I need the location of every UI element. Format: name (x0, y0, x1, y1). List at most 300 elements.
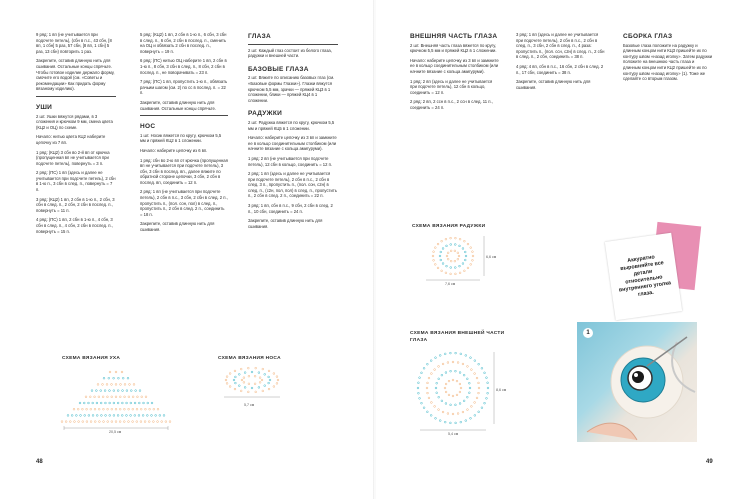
ear-dimension: 20,5 см (109, 430, 122, 434)
nose-row-2: 2 ряд: 1 вп (не учитывается при подсчете петель), 2 сбн в п.с., 3 сбн, 2 сбн в след. 2 п., пропустить п., (пол. сон, пол) в след. п., пропустить п., 2 сбн в след. 2 п., соединить = 18 п. (140, 189, 228, 217)
stitch-mark (262, 390, 264, 392)
stitch-mark (259, 381, 261, 383)
stitch-mark (78, 421, 80, 423)
stitch-mark (462, 363, 464, 365)
stitch-mark (432, 255, 434, 257)
section-heading-nose: НОС (140, 123, 156, 131)
assembly-text: Базовые глаза положите на радужку и длинным концом нити КЦ3 пришейте их по контуру швом «назад иголку». Затем радужки положите на внешнюю часть глаза и длинным концом нити КЦ2 пришейте их по контуру швом «назад иголку» (1). Тоже же сделайте со вторым глазом. (623, 42, 713, 82)
stitch-mark (468, 392, 470, 394)
stitch-mark (421, 372, 423, 374)
ears-row-3: 3 ряд: (КЦ2) 1 вп, 2 сбн в 1-ю п., 2 сбн, 3 сбн в след. п., 2 сбн, 2 сбн в послед. п., повернуть = 11 п. (36, 196, 115, 213)
iris-diagram-title: СХЕМА ВЯЗАНИЯ РАДУЖКИ (412, 224, 486, 229)
stitch-mark (89, 396, 91, 398)
stitch-mark (80, 415, 82, 417)
ears-row-4: 4 ряд: (ПС) 1 вп, 2 сбн в 1-ю п., 4 сбн, 3 сбн в след. п., 4 сбн, 2 сбн в послед. п., повернуть = 15 п. (36, 217, 113, 234)
stitch-mark (452, 361, 454, 363)
stitch-mark (244, 372, 246, 374)
stitch-mark (149, 408, 151, 410)
outer-eye-start: Начало: наберите цепочку из 3 вп и замкните ее в кольцо соединительным столбиком (или начните вязание с кольца амигуруми). (410, 57, 499, 74)
stitch-mark (442, 248, 444, 250)
stitch-mark (450, 260, 452, 262)
stitch-mark (457, 362, 459, 364)
stitch-mark (467, 267, 469, 269)
stitch-mark (161, 421, 163, 423)
stitch-mark (98, 408, 100, 410)
stitch-mark (163, 415, 165, 417)
stitch-mark (463, 400, 465, 402)
stitch-mark (460, 353, 462, 355)
column-6 (623, 32, 713, 86)
stitch-mark (447, 252, 449, 254)
stitch-mark (88, 415, 90, 417)
stitch-mark (450, 250, 452, 252)
stitch-mark (85, 396, 87, 398)
stitch-mark (113, 402, 115, 404)
stitch-mark (165, 421, 167, 423)
stitch-mark (84, 415, 86, 417)
stitch-mark (457, 252, 459, 254)
stitch-mark (121, 415, 123, 417)
stitch-mark (106, 384, 108, 386)
stitch-mark (435, 357, 437, 359)
stitch-mark (98, 421, 100, 423)
stitch-mark (467, 409, 469, 411)
stitch-mark (71, 415, 73, 417)
iris-start: Начало: наберите цепочку из 3 вп и замкните ее в кольцо соединительным столбиком (или начните вязание с кольца амигуруми). (248, 135, 337, 152)
stitch-mark (454, 267, 456, 269)
stitch-mark (439, 420, 441, 422)
stitch-mark (436, 382, 438, 384)
stitch-mark (463, 270, 465, 272)
stitch-mark (92, 402, 94, 404)
stitch-mark (91, 390, 93, 392)
nose-diagram (218, 364, 286, 402)
stitch-mark (103, 408, 105, 410)
stitch-mark (75, 415, 77, 417)
stitch-mark (474, 373, 476, 375)
stitch-mark (455, 237, 457, 239)
stitch-mark (450, 267, 452, 269)
stitch-mark (484, 372, 486, 374)
stitch-mark (487, 387, 489, 389)
stitch-mark (88, 402, 90, 404)
stitch-mark (460, 387, 462, 389)
stitch-mark (474, 360, 476, 362)
stitch-mark (261, 379, 263, 381)
column-5 (516, 32, 606, 94)
section-heading-base-eyes: БАЗОВЫЕ ГЛАЗА (248, 65, 309, 73)
stitch-mark (111, 384, 113, 386)
stitch-mark (130, 390, 132, 392)
outer-eye-row-3: 3 ряд: 1 вп (здесь и далее не учитывается при подсчете петель), 2 сбн в п.с., 2 сбн в след. п., 3 сбн, 2 сбн в след. п., 4 раза: пропустить п., (пол. ссн, с2н) в след. п., 2 сбн в след. п., 2 сбн, соединить = 38 п. (516, 32, 605, 60)
stitch-mark (433, 251, 435, 253)
stitch-mark (470, 369, 472, 371)
stitch-mark (476, 397, 478, 399)
stitch-mark (107, 396, 109, 398)
stitch-mark (430, 373, 432, 375)
stitch-mark (469, 387, 471, 389)
stitch-mark (100, 415, 102, 417)
stitch-mark (98, 396, 100, 398)
stitch-mark (107, 408, 109, 410)
stitch-mark (426, 387, 428, 389)
outer-eye-dimension-width: 5,4 см (448, 432, 459, 436)
iris-row-1: 1 ряд: 2 вп (не учитывается при подсчете петель), 12 сбн в кольцо, соединить = 12 п. (248, 155, 333, 167)
stitch-mark (95, 390, 97, 392)
section-rule (36, 96, 116, 97)
stitch-mark (79, 402, 81, 404)
nose-diagram-title: СХЕМА ВЯЗАНИЯ НОСА (218, 356, 281, 361)
stitch-mark (234, 382, 236, 384)
stitch-mark (470, 263, 472, 265)
stitch-mark (103, 377, 105, 379)
stitch-mark (421, 402, 423, 404)
stitch-mark (113, 377, 115, 379)
stitch-mark (133, 384, 135, 386)
stitch-mark (478, 382, 480, 384)
stitch-mark (459, 265, 461, 267)
stitch-mark (434, 405, 436, 407)
stitch-mark (140, 421, 142, 423)
stitch-mark (147, 402, 149, 404)
stitch-mark (427, 382, 429, 384)
stitch-mark (456, 394, 458, 396)
stitch-mark (113, 415, 115, 417)
stitch-mark (445, 272, 447, 274)
stitch-mark (102, 384, 104, 386)
ear-diagram (52, 364, 180, 436)
page-number-left: 48 (36, 459, 43, 465)
stitch-mark (132, 396, 134, 398)
stitch-mark (103, 421, 105, 423)
stitch-mark (441, 240, 443, 242)
stitch-mark (151, 402, 153, 404)
stitch-mark (426, 363, 428, 365)
stitch-mark (458, 255, 460, 257)
stitch-mark (444, 353, 446, 355)
stitch-mark (437, 267, 439, 269)
stitch-mark (115, 396, 117, 398)
stitch-mark (455, 422, 457, 424)
stitch-mark (446, 265, 448, 267)
stitch-mark (121, 371, 123, 373)
stitch-mark (109, 390, 111, 392)
stitch-mark (452, 413, 454, 415)
stitch-mark (419, 377, 421, 379)
stitch-mark (478, 411, 480, 413)
stitch-mark (459, 245, 461, 247)
stitch-mark (243, 377, 245, 379)
stitch-mark (459, 238, 461, 240)
stitch-mark (238, 385, 240, 387)
stitch-mark (226, 376, 228, 378)
stitch-mark (445, 403, 447, 405)
stitch-mark (476, 377, 478, 379)
stitch-mark (269, 379, 271, 381)
stitch-mark (417, 392, 419, 394)
tip-callout: Аккуратно выровняйте все детали относительно внутреннего уголка глаза. (605, 233, 682, 321)
stitch-mark (127, 377, 129, 379)
stitch-mark (94, 421, 96, 423)
stitch-mark (474, 414, 476, 416)
stitch-mark (464, 251, 466, 253)
stitch-mark (264, 373, 266, 375)
stitch-mark (465, 255, 467, 257)
stitch-mark (434, 263, 436, 265)
eye-illustration (577, 322, 697, 442)
stitch-mark (442, 363, 444, 365)
stitch-mark (229, 373, 231, 375)
stitch-mark (417, 387, 419, 389)
nose-intro: 1 шт. Носик вяжется по кругу, крючком 5,5 мм и пряжей КЦ2 в 1 сложении. (140, 132, 222, 144)
stitch-mark (248, 383, 250, 385)
stitch-mark (234, 376, 236, 378)
stitch-mark (430, 402, 432, 404)
stitch-mark (119, 396, 121, 398)
stitch-mark (268, 370, 270, 372)
stitch-mark (434, 369, 436, 371)
outer-eye-dimension-height: 8,6 см (496, 388, 507, 392)
stitch-mark (450, 273, 452, 275)
stitch-mark (428, 397, 430, 399)
stitch-mark (268, 376, 270, 378)
stitch-mark (419, 397, 421, 399)
stitch-mark (229, 386, 231, 388)
outer-eye-diagram (410, 348, 500, 434)
section-rule (140, 115, 228, 116)
stitch-mark (137, 396, 139, 398)
page-number-right: 49 (706, 459, 713, 465)
stitch-mark (450, 237, 452, 239)
stitch-mark (233, 379, 235, 381)
iris-intro: 2 шт. Радужка вяжется по кругу, крючком 5,5 мм и пряжей КЦ5 в 1 сложении. (248, 119, 335, 131)
stitch-mark (455, 273, 457, 275)
stitch-mark (138, 415, 140, 417)
stitch-mark (254, 383, 256, 385)
stitch-mark (109, 402, 111, 404)
stitch-mark (123, 421, 125, 423)
stitch-mark (478, 392, 480, 394)
stitch-mark (465, 355, 467, 357)
stitch-mark (466, 396, 468, 398)
stitch-mark (439, 355, 441, 357)
stitch-mark (462, 263, 464, 265)
stitch-mark (436, 392, 438, 394)
stitch-mark (455, 370, 457, 372)
eyes-intro: 2 шт. Каждый глаз состоит из белого глаза, радужки и внешней части. (248, 47, 332, 59)
stitch-mark (136, 421, 138, 423)
stitch-mark (65, 421, 67, 423)
stitch-mark (132, 408, 134, 410)
stitch-mark (90, 421, 92, 423)
stitch-mark (438, 396, 440, 398)
stitch-mark (152, 421, 154, 423)
stitch-mark (134, 402, 136, 404)
stitch-mark (442, 263, 444, 265)
iris-finish: Закрепите, оставив длинную нить для сшивания. (248, 218, 323, 229)
stitch-mark (119, 408, 121, 410)
stitch-mark (487, 382, 489, 384)
stitch-mark (115, 408, 117, 410)
stitch-mark (90, 408, 92, 410)
stitch-mark (100, 402, 102, 404)
stitch-mark (440, 259, 442, 261)
stitch-mark (100, 390, 102, 392)
stitch-mark (111, 396, 113, 398)
stitch-mark (276, 382, 278, 384)
stitch-mark (459, 403, 461, 405)
stitch-mark (107, 421, 109, 423)
stitch-mark (459, 372, 461, 374)
photo-step-badge: 1 (583, 328, 593, 338)
stitch-mark (450, 404, 452, 406)
stitch-mark (464, 259, 466, 261)
stitch-mark (454, 244, 456, 246)
section-heading-assembly: СБОРКА ГЛАЗ (623, 33, 673, 40)
stitch-mark (445, 238, 447, 240)
stitch-mark (255, 391, 257, 393)
stitch-mark (140, 408, 142, 410)
stitch-mark (445, 383, 447, 385)
ears-start: Начало: нитью цвета КЦ2 наберите цепочку из 7 вп. (36, 134, 106, 145)
stitch-mark (487, 392, 489, 394)
stitch-mark (449, 352, 451, 354)
stitch-mark (435, 387, 437, 389)
stitch-mark (427, 392, 429, 394)
outer-eye-row-1: 1 ряд: 2 вп (здесь и далее не учитывается при подсчете петель), 12 сбн в кольцо, соединить = 12 п. (410, 78, 493, 95)
stitch-mark (126, 402, 128, 404)
stitch-mark (441, 374, 443, 376)
stitch-mark (128, 396, 130, 398)
column-4 (410, 32, 500, 115)
stitch-mark (417, 382, 419, 384)
stitch-mark (433, 259, 435, 261)
stitch-mark (435, 417, 437, 419)
stitch-mark (442, 411, 444, 413)
stitch-mark (132, 421, 134, 423)
stitch-mark (457, 258, 459, 260)
stitch-mark (486, 377, 488, 379)
ears-intro: 2 шт. Ушки вяжутся рядами, в 3 сложения и крючком 9 мм, смена цвета (КЦ2 и ОЦ) по схеме. (36, 113, 113, 130)
stitch-mark (454, 260, 456, 262)
stitch-mark (105, 402, 107, 404)
stitch-mark (157, 421, 159, 423)
stitch-mark (105, 415, 107, 417)
stitch-mark (251, 387, 253, 389)
stitch-mark (153, 408, 155, 410)
column-1 (36, 32, 116, 238)
stitch-mark (470, 405, 472, 407)
stitch-mark (457, 413, 459, 415)
stitch-mark (247, 367, 249, 369)
column-3 (248, 32, 338, 233)
outer-eye-row-4: 4 ряд: 4 вп, сбн в п.с., 16 сбн, 2 сбн в след. 2 п., 17 сбн, соединить = 38 п. (516, 63, 604, 75)
stitch-mark (276, 376, 278, 378)
stitch-mark (452, 379, 454, 381)
stitch-mark (273, 373, 275, 375)
stitch-mark (109, 415, 111, 417)
iris-row-2: 2 ряд: 1 вп (здесь и далее не учитывается при подсчете петель), 2 сбн в п.с., 2 сбн в след. 3 п., пропустить п., (пол. сон, с2н) в след. п., (с2н, пол, пол) в след. п., пропустить п., 2 сбн в след. 2 п., соединить = 22 п. (248, 171, 337, 199)
stitch-mark (444, 387, 446, 389)
nose-row-1: 1 ряд: сбн во 2-ю вп от крючка (пропущенная вп не учитывается при подсчете петель), 3 сбн, 3 сбн в послед. вп., далее вяжите по обратной стороне цепочки, 3 сбн, 2 сбн в послед. вп, соединить = 12 п. (140, 157, 228, 185)
stitch-mark (128, 421, 130, 423)
stitch-mark (241, 379, 243, 381)
stitch-mark (124, 408, 126, 410)
stitch-mark (144, 421, 146, 423)
stitch-mark (134, 415, 136, 417)
stitch-mark (67, 415, 69, 417)
stitch-mark (102, 396, 104, 398)
stitch-mark (478, 387, 480, 389)
stitch-mark (104, 390, 106, 392)
nose-dimension: 5,7 см (244, 403, 255, 407)
stitch-mark (240, 368, 242, 370)
stitch-mark (157, 408, 159, 410)
stitch-mark (481, 407, 483, 409)
stitch-mark (472, 251, 474, 253)
stitch-mark (139, 390, 141, 392)
stitch-mark (61, 421, 63, 423)
stitch-mark (169, 421, 171, 423)
stitch-mark (69, 421, 71, 423)
stitch-mark (463, 240, 465, 242)
stitch-mark (258, 372, 260, 374)
stitch-mark (145, 408, 147, 410)
stitch-mark (141, 396, 143, 398)
stitch-mark (115, 384, 117, 386)
stitch-mark (463, 374, 465, 376)
stitch-mark (268, 382, 270, 384)
assembly-photo (577, 322, 697, 442)
stitch-mark (438, 409, 440, 411)
stitch-mark (238, 373, 240, 375)
stitch-mark (460, 421, 462, 423)
ears-row-1: 1 ряд: (КЦ2) 3 сбн во 2-й вп от крючка (пропущенная вп не учитывается при подсчете петель), повернуть = 3 п. (36, 149, 110, 166)
stitch-mark (234, 388, 236, 390)
nose-start: Начало: наберите цепочку из 6 вп. (140, 147, 208, 153)
stitch-mark (445, 372, 447, 374)
stitch-mark (428, 377, 430, 379)
stitch-mark (455, 352, 457, 354)
stitch-mark (438, 365, 440, 367)
ear-row-9: 9 ряд: 1 вп (не учитывается при подсчете петель), (сбн в п.с., 43 сбн, [8 вп, 1 сбн] 5 раз, 57 сбн, [8 вп, 1 сбн] 5 раз, 13 сбн) повторить 1 раз. (36, 32, 112, 54)
stitch-mark (135, 390, 137, 392)
column-2 (140, 32, 228, 237)
stitch-mark (459, 272, 461, 274)
ears-row-7: 7 ряд: (ПС) 1 вп, пропустить 1-ю п., обвязать рачьим шагом (см. 2) по сс в послед. п. = 22 п. (140, 79, 228, 96)
stitch-mark (83, 402, 85, 404)
ear-diagram-title: СХЕМА ВЯЗАНИЯ УХА (62, 356, 121, 361)
stitch-mark (448, 380, 450, 382)
stitch-mark (117, 390, 119, 392)
stitch-mark (130, 415, 132, 417)
stitch-mark (441, 270, 443, 272)
stitch-mark (146, 415, 148, 417)
stitch-mark (447, 362, 449, 364)
outer-eye-row-2: 2 ряд: 2 вп, 2 ссн в п.с., 2 ссн в след. 11 п., соединить = 24 п. (410, 99, 493, 110)
stitch-mark (456, 380, 458, 382)
stitch-mark (121, 402, 123, 404)
stitch-mark (96, 415, 98, 417)
stitch-mark (117, 402, 119, 404)
stitch-mark (115, 421, 117, 423)
stitch-mark (478, 363, 480, 365)
stitch-mark (440, 251, 442, 253)
section-rule (248, 44, 338, 45)
iris-dimension-width: 7,6 см (445, 282, 456, 286)
stitch-mark (262, 368, 264, 370)
stitch-mark (472, 259, 474, 261)
